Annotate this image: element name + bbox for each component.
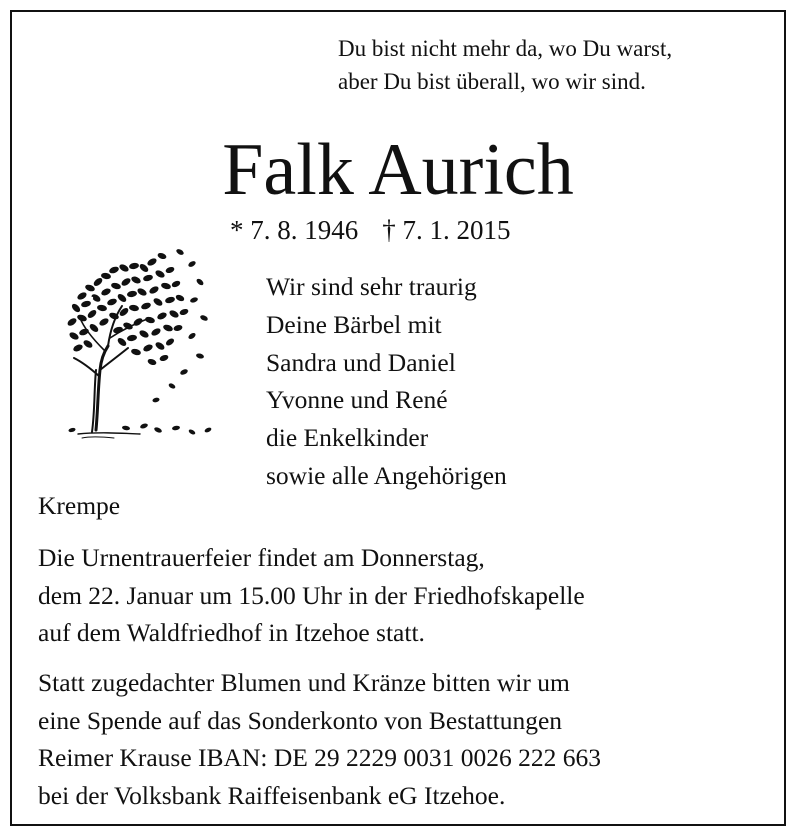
death-date: † 7. 1. 2015 — [382, 215, 511, 245]
deceased-name: Falk Aurich — [222, 129, 574, 211]
funeral-service-info — [38, 539, 585, 652]
mourners-line: Deine Bärbel mit — [266, 309, 442, 339]
motto-quote — [338, 32, 672, 98]
motto-line-1: Du bist nicht mehr da, wo Du warst, — [338, 36, 673, 61]
mourners-line: die Enkelkinder — [266, 423, 429, 453]
place-name: Krempe — [38, 491, 121, 520]
windblown-tree-icon — [52, 238, 222, 444]
donation-line: Statt zugedachter Blumen und Kränze bitten wir um — [38, 668, 570, 697]
donation-line: bei der Volksbank Raiffeisenbank eG Itzehoe. — [38, 780, 506, 810]
service-line: dem 22. Januar um 15.00 Uhr in der Friedhofskapelle — [38, 580, 585, 610]
donation-line: eine Spende auf das Sonderkonto von Bestattungen — [38, 705, 563, 735]
mourners-line: Yvonne und René — [266, 385, 448, 415]
life-dates — [230, 213, 511, 247]
mourners-line: Wir sind sehr traurig — [266, 272, 477, 301]
service-line: auf dem Waldfriedhof in Itzehoe statt. — [38, 618, 425, 647]
donation-line: Reimer Krause IBAN: DE 29 2229 0031 0026 222 663 — [38, 743, 602, 772]
birth-date: * 7. 8. 1946 — [230, 215, 359, 245]
mourners-list — [266, 268, 507, 495]
service-line: Die Urnentrauerfeier findet am Donnerstag, — [38, 543, 485, 572]
donation-info — [38, 664, 601, 814]
mourners-line: sowie alle Angehörigen — [266, 460, 507, 490]
motto-line-2: aber Du bist überall, wo wir sind. — [338, 69, 646, 94]
mourners-line: Sandra und Daniel — [266, 347, 456, 377]
